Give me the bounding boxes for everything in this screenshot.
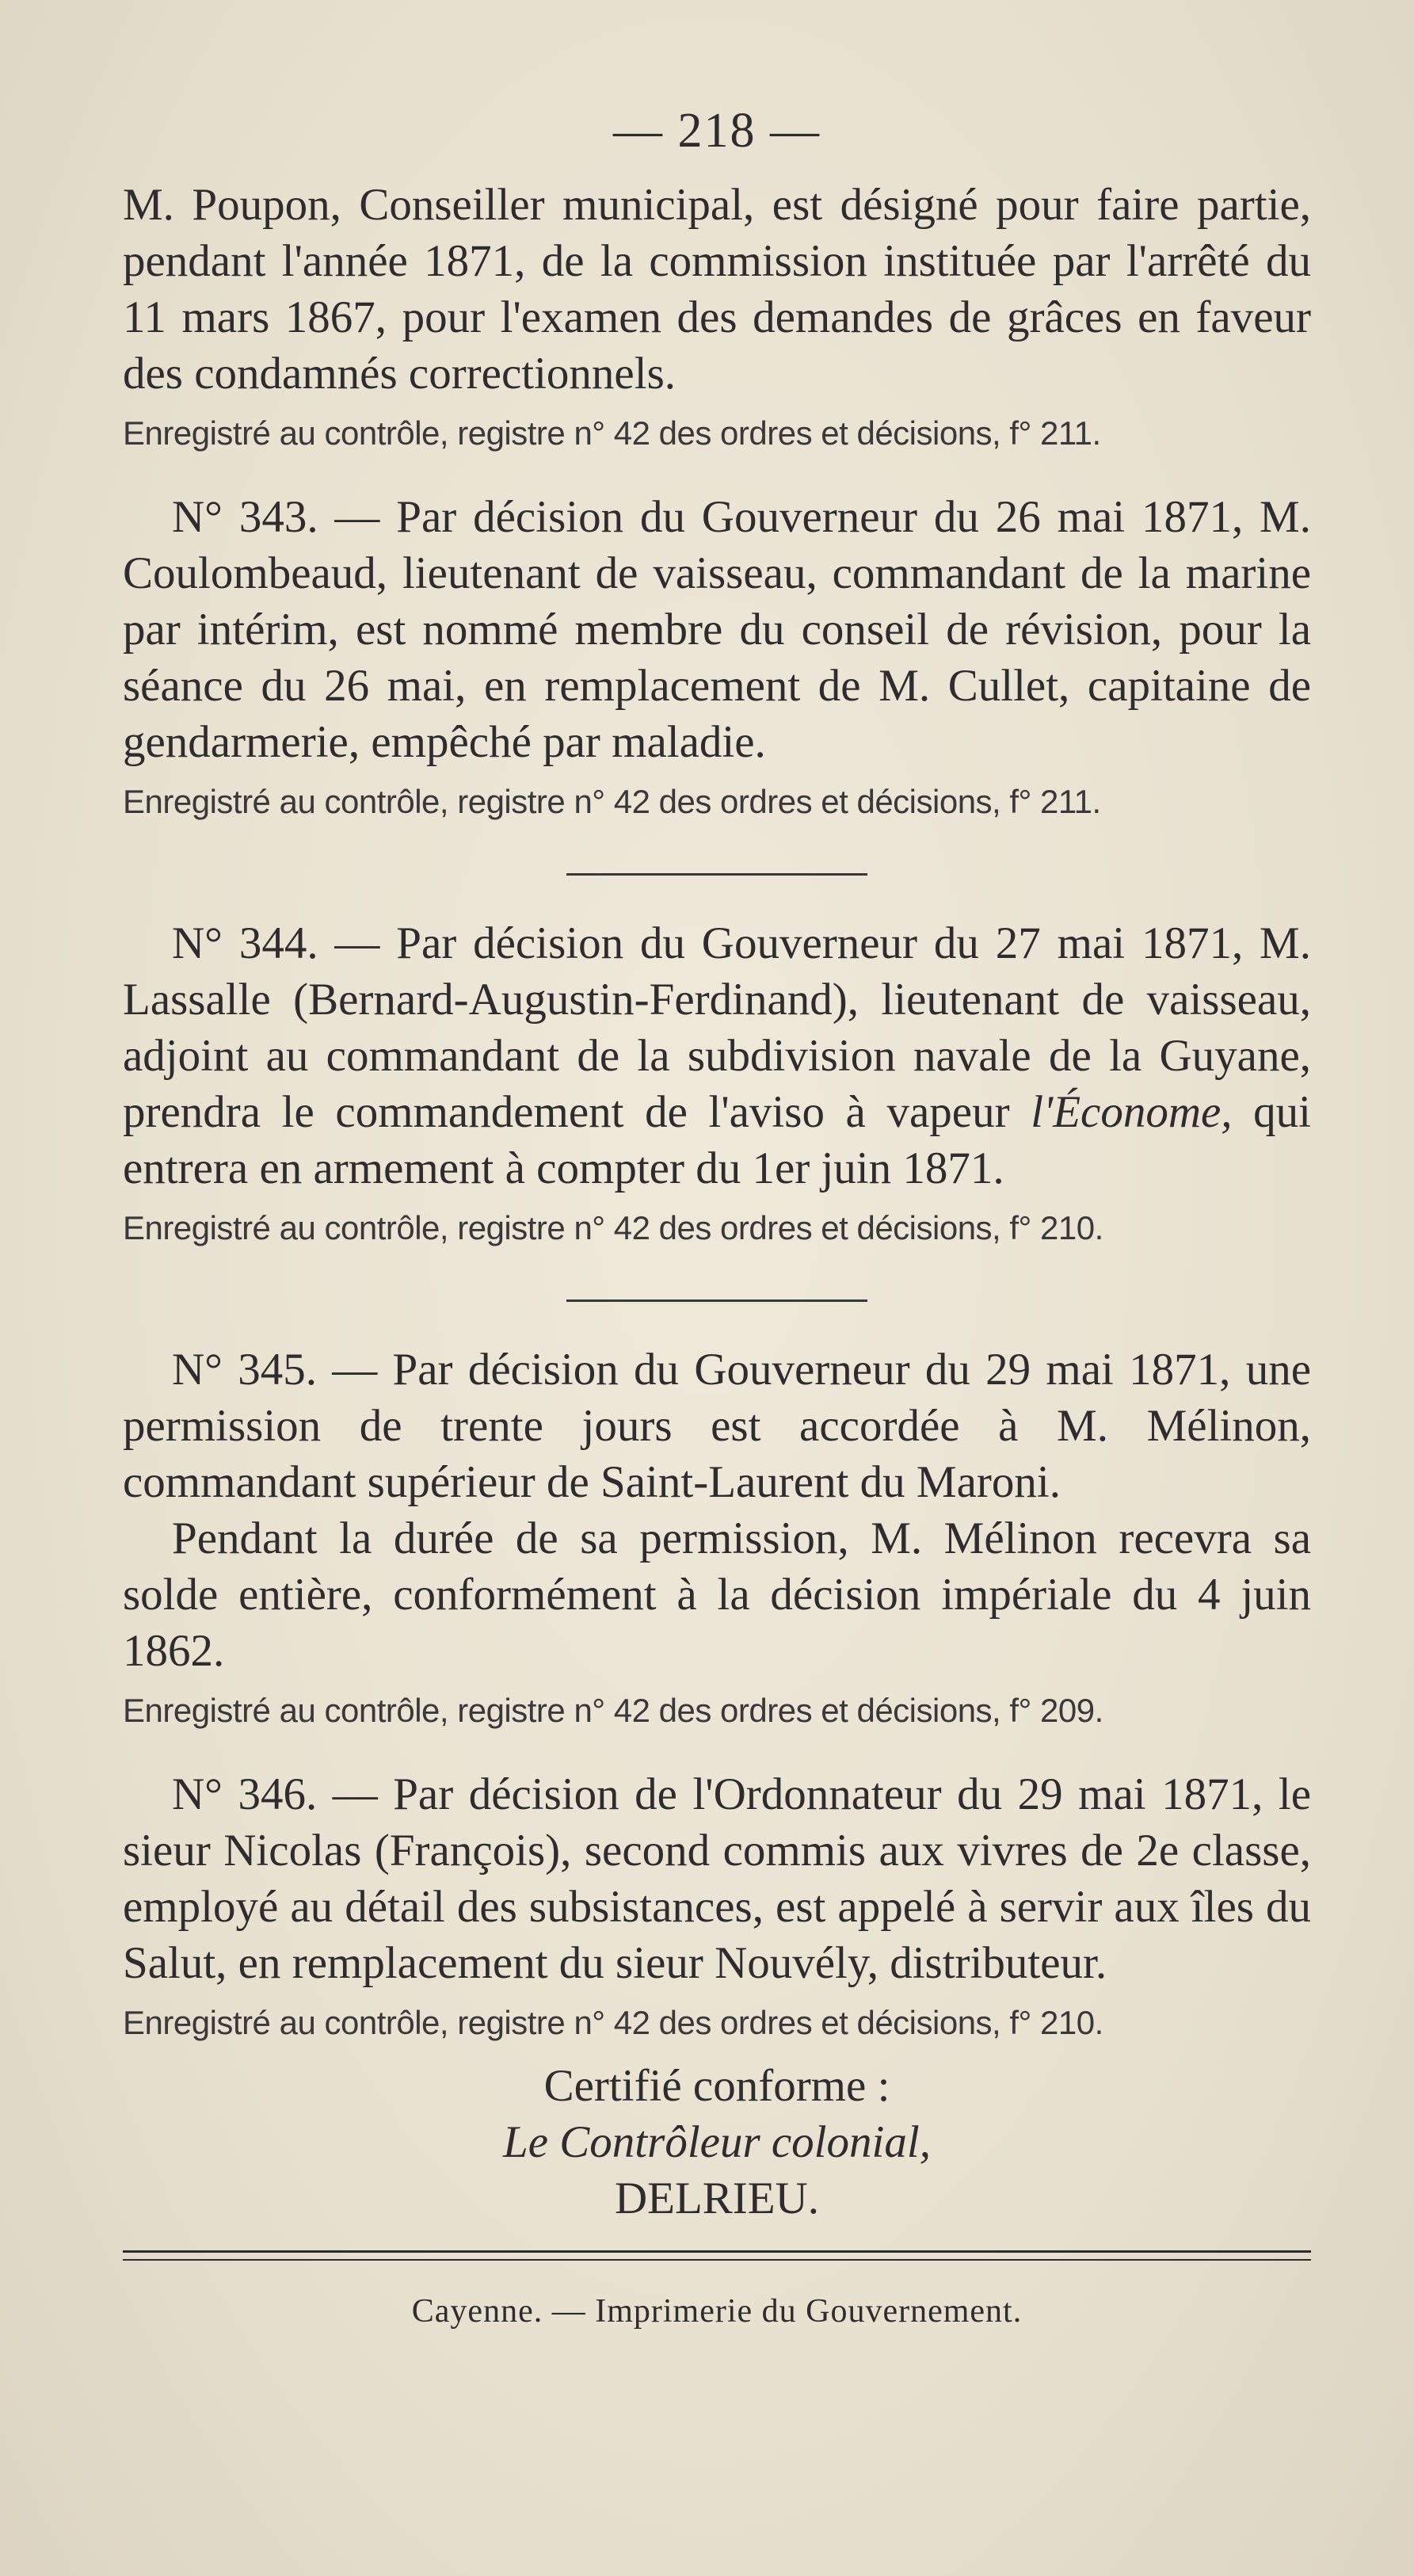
decision-text-part: N° 344. — Par décision du Gouverneur du 27 mai 1871, M. Lassalle (Bernard-Augustin-Ferdinand), lieutenant de vaisseau, adjoint au commandant de la subdivision navale de la Guyane, prendra le commandement de l'aviso à vapeur <box>123 918 1311 1137</box>
registration-note: Enregistré au contrôle, registre n° 42 des ordres et décisions, f° 211. <box>123 414 1101 452</box>
certification-line: Certifié conforme : <box>543 2061 890 2111</box>
decision-text: N° 346. — Par décision de l'Ordonnateur du 29 mai 1871, le sieur Nicolas (François), second commis aux vivres de 2e classe, employé au détail des subsistances, est appelé à servir aux îles du Salut, en remplacement du sieur Nouvély, distributeur. <box>123 1769 1311 1988</box>
footer-double-rule <box>123 2250 1311 2261</box>
page-number: — 218 — <box>613 104 821 158</box>
registration-note: Enregistré au contrôle, registre n° 42 des ordres et décisions, f° 209. <box>123 1692 1103 1729</box>
decision-343 <box>123 489 1311 826</box>
text-column <box>123 103 1311 2330</box>
registration-note: Enregistré au contrôle, registre n° 42 des ordres et décisions, f° 210. <box>123 2004 1103 2041</box>
decision-text: N° 345. — Par décision du Gouverneur du 29 mai 1871, une permission de trente jours est accordée à M. Mélinon, commandant supérieur de Saint-Laurent du Maroni. <box>123 1345 1311 1507</box>
signatory-title: Le Contrôleur colonial, <box>503 2117 931 2167</box>
registration-note: Enregistré au contrôle, registre n° 42 des ordres et décisions, f° 211. <box>123 783 1101 820</box>
decision-text: N° 343. — Par décision du Gouverneur du 26 mai 1871, M. Coulombeaud, lieutenant de vaisseau, commandant de la marine par intérim, est nommé membre du conseil de révision, pour la séance du 26 mai, en remplacement de M. Cullet, capitaine de gendarmerie, empêché par maladie. <box>123 492 1311 767</box>
decision-text-continued: Pendant la durée de sa permission, M. Mélinon recevra sa solde entière, conformément à la décision impériale du 4 juin 1862. <box>123 1513 1311 1676</box>
decision-text-part: qui entrera en armement à compter du 1er juin 1871. <box>123 1087 1312 1193</box>
certification-block <box>123 2058 1311 2227</box>
decision-346 <box>123 1766 1311 2047</box>
signatory-name: DELRIEU. <box>614 2173 820 2223</box>
decision-345 <box>123 1341 1311 1735</box>
intro-paragraph: M. Poupon, Conseiller municipal, est désigné pour faire partie, pendant l'année 1871, de la commission instituée par l'arrêté du 11 mars 1867, pour l'examen des demandes de grâces en faveur des condamnés correctionnels. <box>123 180 1311 399</box>
separator-rule <box>566 1299 867 1302</box>
printer-imprint: Cayenne. — Imprimerie du Gouvernement. <box>411 2293 1023 2330</box>
registration-note: Enregistré au contrôle, registre n° 42 des ordres et décisions, f° 210. <box>123 1209 1103 1246</box>
separator-rule <box>566 873 867 876</box>
decision-text <box>123 915 1311 1196</box>
decision-344 <box>123 915 1311 1252</box>
ship-name: l'Économe, <box>1031 1087 1233 1137</box>
